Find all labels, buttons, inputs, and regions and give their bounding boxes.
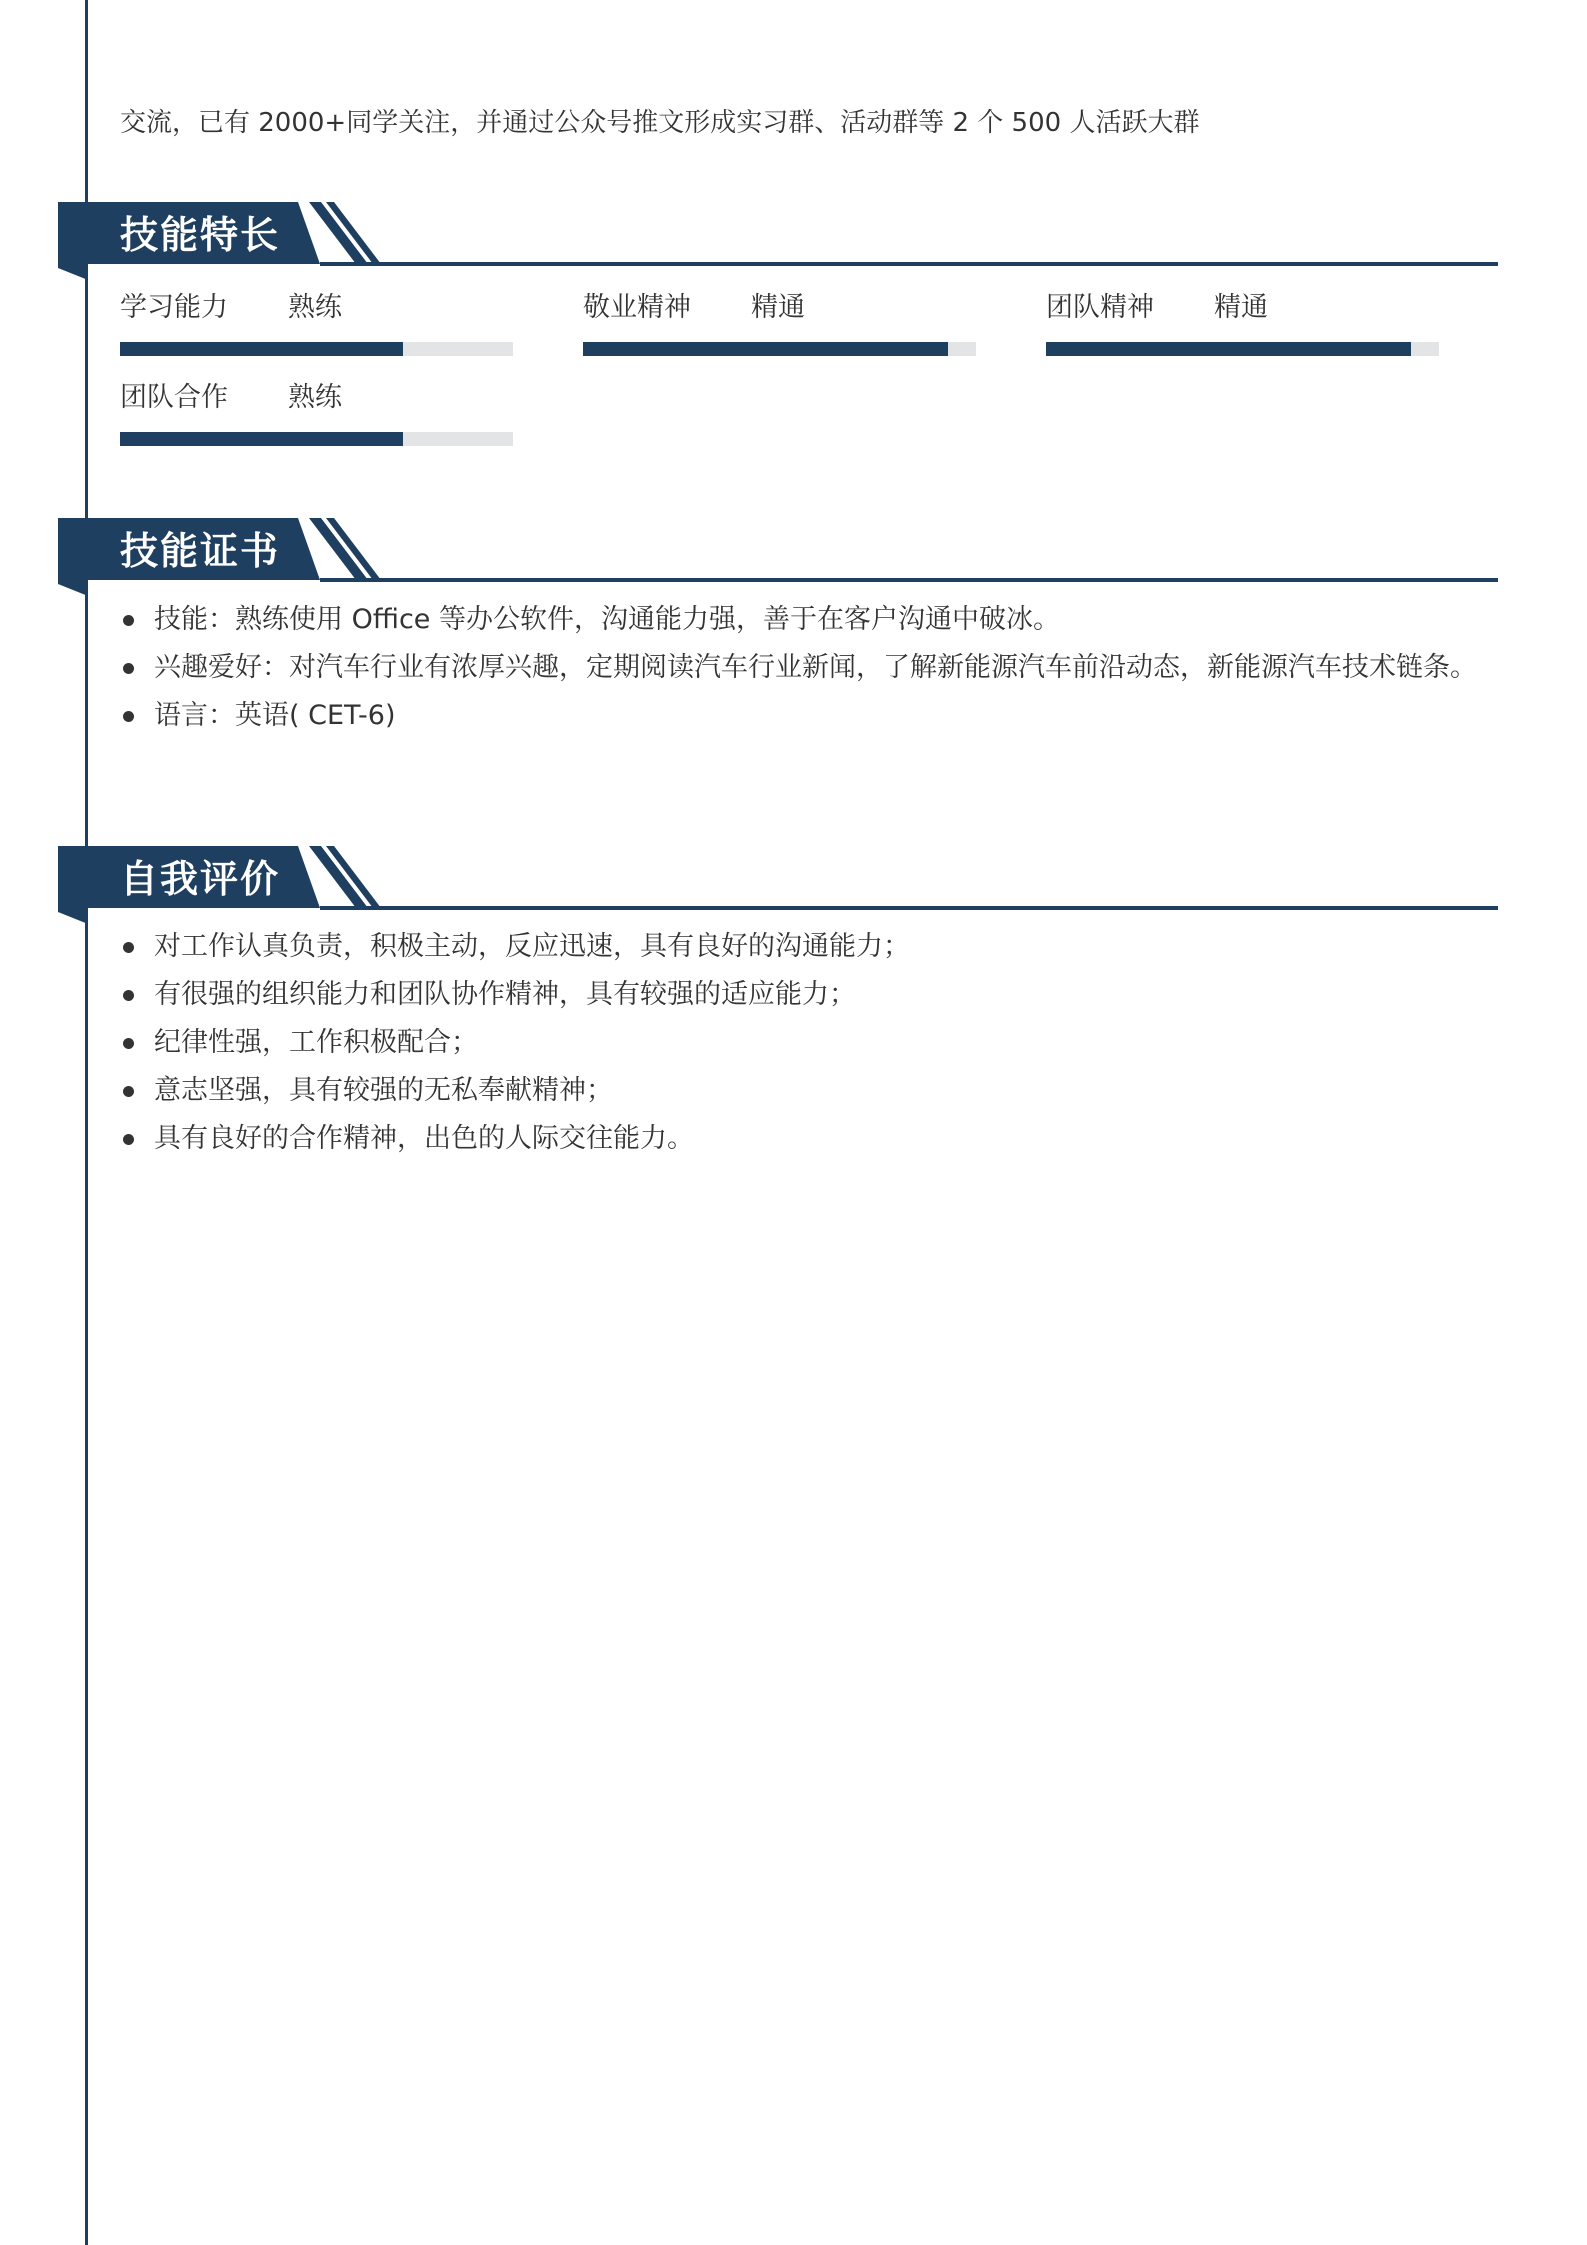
section-title-self-evaluation: 自我评价: [120, 857, 281, 901]
bullet-icon: [123, 1038, 134, 1049]
list-item-text: 技能：熟练使用 Office 等办公软件，沟通能力强，善于在客户沟通中破冰。: [154, 604, 1060, 635]
skill-progress-fill: [120, 342, 403, 356]
bullet-icon: [123, 942, 134, 953]
skill-level: 精通: [751, 292, 805, 323]
list-item: [120, 596, 1480, 644]
section-header-skills: [58, 202, 1498, 270]
list-item: [120, 1067, 1480, 1115]
bullet-icon: [123, 711, 134, 722]
list-item-text: 纪律性强，工作积极配合；: [154, 1027, 478, 1058]
skill-item: [1046, 290, 1446, 360]
skill-item: [120, 290, 520, 360]
list-item: [120, 1115, 1480, 1163]
bullet-icon: [123, 663, 134, 674]
list-item: [120, 1019, 1480, 1067]
intro-text: 交流，已有 2000+同学关注，并通过公众号推文形成实习群、活动群等 2 个 500 人活跃大群: [120, 108, 1200, 138]
bullet-icon: [123, 990, 134, 1001]
list-item-text: 兴趣爱好：对汽车行业有浓厚兴趣，定期阅读汽车行业新闻，了解新能源汽车前沿动态，新能源汽车技术链条。: [154, 652, 1477, 683]
list-item-text: 具有良好的合作精神，出色的人际交往能力。: [154, 1123, 694, 1154]
list-item-text: 对工作认真负责，积极主动，反应迅速，具有良好的沟通能力；: [154, 931, 910, 962]
bullet-icon: [123, 1134, 134, 1145]
list-item: [120, 644, 1480, 692]
skill-progress-fill: [120, 432, 403, 446]
skill-progress-bar: [120, 342, 513, 356]
skill-name: 团队合作: [120, 382, 228, 413]
skill-level: 熟练: [288, 382, 342, 413]
section-header-self-evaluation: [58, 846, 1498, 914]
section-title-skills: 技能特长: [120, 213, 281, 257]
skill-name: 敬业精神: [583, 292, 691, 323]
skill-item: [583, 290, 983, 360]
skill-progress-fill: [583, 342, 948, 356]
bullet-icon: [123, 1086, 134, 1097]
list-item: [120, 692, 1480, 740]
skill-item: [120, 380, 520, 450]
list-item: [120, 923, 1480, 971]
list-item-text: 意志坚强，具有较强的无私奉献精神；: [154, 1075, 613, 1106]
list-item-text: 语言：英语( CET-6): [154, 700, 396, 731]
timeline-vertical-line: [85, 0, 88, 2245]
skill-level: 熟练: [288, 292, 342, 323]
skill-progress-bar: [120, 432, 513, 446]
skill-level: 精通: [1214, 292, 1268, 323]
skill-name: 团队精神: [1046, 292, 1154, 323]
self-evaluation-list: [120, 923, 1480, 1163]
bullet-icon: [123, 615, 134, 626]
skill-progress-bar: [583, 342, 976, 356]
skill-name: 学习能力: [120, 292, 228, 323]
section-title-certificates: 技能证书: [120, 529, 281, 573]
section-header-certificates: [58, 518, 1498, 586]
skill-progress-bar: [1046, 342, 1439, 356]
skill-progress-fill: [1046, 342, 1411, 356]
certificates-list: [120, 596, 1480, 740]
list-item: [120, 971, 1480, 1019]
list-item-text: 有很强的组织能力和团队协作精神，具有较强的适应能力；: [154, 979, 856, 1010]
